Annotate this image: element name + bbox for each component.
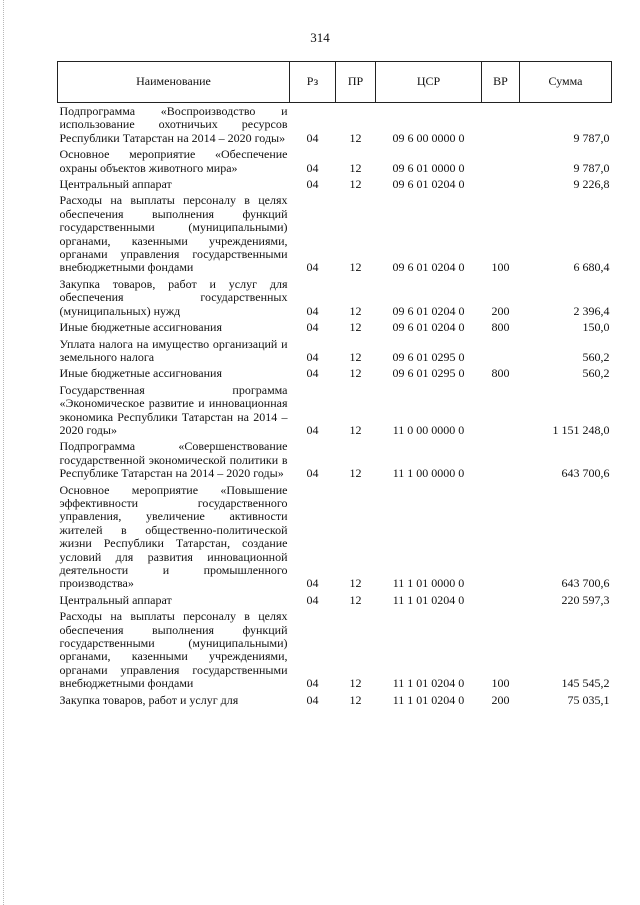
cell-vr: 100: [491, 676, 510, 691]
cell-pr: 12: [349, 260, 362, 275]
cell-pr: 12: [349, 422, 362, 437]
cell-rz: 04: [306, 576, 319, 591]
table-row: [58, 608, 612, 691]
table-row: [58, 319, 612, 335]
cell-vr: [482, 438, 520, 481]
cell-sum: 75 035,1: [567, 692, 610, 707]
cell-sum: 2 396,4: [573, 303, 610, 318]
cell-rz: 04: [306, 466, 319, 481]
table-row: [58, 692, 612, 708]
table-row: [58, 365, 612, 381]
cell-vr: [482, 382, 520, 439]
cell-pr: 12: [349, 130, 362, 145]
cell-pr: 12: [349, 320, 362, 335]
cell-sum: 643 700,6: [561, 466, 610, 481]
cell-name: Центральный аппарат: [59, 177, 172, 192]
cell-vr: 100: [491, 260, 510, 275]
cell-vr: [482, 146, 520, 176]
cell-sum: 9 226,8: [573, 177, 610, 192]
header-csr: ЦСР: [376, 62, 482, 103]
cell-sum: 6 680,4: [573, 260, 610, 275]
cell-csr: 11 1 01 0000 0: [392, 576, 465, 591]
cell-name: Центральный аппарат: [59, 592, 172, 607]
table-row: [58, 592, 612, 608]
cell-name: Основное мероприятие «Обеспечение охраны объектов животного мира»: [59, 147, 288, 175]
table-body: [58, 103, 612, 709]
cell-csr: 11 1 01 0204 0: [392, 592, 465, 607]
cell-name: Расходы на выплаты персоналу в целях обеспечения выполнения функций государственными (муниципальными) органами, казенными учреждениями, органами управления государственными внебюджетными фондами: [59, 193, 288, 275]
table-row: [58, 382, 612, 439]
cell-csr: 09 6 01 0204 0: [392, 260, 465, 275]
cell-rz: 04: [306, 320, 319, 335]
header-rz: Рз: [290, 62, 336, 103]
cell-sum: 9 787,0: [573, 160, 610, 175]
header-pr: ПР: [336, 62, 376, 103]
cell-name: Подпрограмма «Воспроизводство и использование охотничьих ресурсов Республики Татарстан на 2014 – 2020 годы»: [59, 104, 288, 145]
cell-name: Уплата налога на имущество организаций и земельного налога: [59, 336, 288, 364]
cell-vr: [482, 336, 520, 366]
cell-vr: 800: [491, 320, 510, 335]
header-vr: ВР: [482, 62, 520, 103]
cell-sum: 220 597,3: [561, 592, 610, 607]
cell-name: Закупка товаров, работ и услуг для обеспечения государственных (муниципальных) нужд: [59, 276, 288, 318]
cell-sum: 560,2: [582, 366, 610, 381]
cell-rz: 04: [306, 422, 319, 437]
table-row: [58, 438, 612, 481]
cell-name: Государственная программа «Экономическое развитие и инновационная экономика Республики Татарстан на 2014 – 2020 годы»: [59, 382, 288, 437]
table-row: [58, 192, 612, 275]
header-sum: Сумма: [520, 62, 612, 103]
cell-name: Закупка товаров, работ и услуг для: [59, 692, 239, 707]
cell-pr: 12: [349, 676, 362, 691]
cell-sum: 9 787,0: [573, 130, 610, 145]
cell-csr: 09 6 01 0295 0: [392, 366, 465, 381]
table-header: [58, 62, 612, 103]
cell-rz: 04: [306, 349, 319, 364]
cell-csr: 11 1 01 0204 0: [392, 692, 465, 707]
table-row: [58, 146, 612, 176]
cell-pr: 12: [349, 576, 362, 591]
cell-sum: 1 151 248,0: [552, 422, 610, 437]
cell-pr: 12: [349, 366, 362, 381]
budget-table: [57, 61, 612, 708]
cell-csr: 09 6 01 0204 0: [392, 320, 465, 335]
cell-pr: 12: [349, 466, 362, 481]
cell-vr: [482, 176, 520, 192]
cell-vr: 200: [491, 303, 510, 318]
cell-rz: 04: [306, 260, 319, 275]
cell-pr: 12: [349, 177, 362, 192]
cell-rz: 04: [306, 692, 319, 707]
cell-rz: 04: [306, 366, 319, 381]
table-row: [58, 276, 612, 319]
cell-rz: 04: [306, 160, 319, 175]
table-row: [58, 103, 612, 147]
table-row: [58, 482, 612, 592]
cell-csr: 11 0 00 0000 0: [392, 422, 465, 437]
cell-rz: 04: [306, 130, 319, 145]
cell-csr: 11 1 00 0000 0: [392, 466, 465, 481]
cell-csr: 09 6 01 0204 0: [392, 177, 465, 192]
cell-vr: [482, 103, 520, 147]
cell-sum: 150,0: [582, 320, 610, 335]
cell-sum: 560,2: [582, 349, 610, 364]
cell-pr: 12: [349, 592, 362, 607]
cell-sum: 643 700,6: [561, 576, 610, 591]
cell-pr: 12: [349, 692, 362, 707]
cell-name: Подпрограмма «Совершенствование государственной экономической политики в Республике Татарстан на 2014 – 2020 годы»: [59, 439, 288, 481]
cell-rz: 04: [306, 676, 319, 691]
cell-name: Иные бюджетные ассигнования: [59, 366, 222, 381]
cell-csr: 09 6 00 0000 0: [392, 130, 465, 145]
cell-rz: 04: [306, 303, 319, 318]
cell-vr: 800: [491, 366, 510, 381]
scan-edge-line: [3, 0, 5, 905]
table-row: [58, 336, 612, 366]
cell-vr: [482, 592, 520, 608]
cell-csr: 11 1 01 0204 0: [392, 676, 465, 691]
table-row: [58, 176, 612, 192]
cell-name: Расходы на выплаты персоналу в целях обеспечения выполнения функций государственными (муниципальными) органами, казенными учреждениями, органами управления государственными внебюджетными фондами: [59, 609, 288, 691]
cell-pr: 12: [349, 303, 362, 318]
cell-vr: 200: [491, 692, 510, 707]
cell-sum: 145 545,2: [561, 676, 610, 691]
cell-pr: 12: [349, 349, 362, 364]
cell-csr: 09 6 01 0000 0: [392, 160, 465, 175]
cell-csr: 09 6 01 0204 0: [392, 303, 465, 318]
cell-csr: 09 6 01 0295 0: [392, 349, 465, 364]
header-name: Наименование: [58, 62, 290, 103]
cell-name: Иные бюджетные ассигнования: [59, 320, 222, 335]
cell-rz: 04: [306, 592, 319, 607]
cell-vr: [482, 482, 520, 592]
cell-pr: 12: [349, 160, 362, 175]
page-number: 314: [310, 30, 330, 45]
cell-name: Основное мероприятие «Повышение эффективности государственного управления, увеличение активности жителей в общественно-политической жизни Республики Татарстан, создание условий для развития инновационной деятельности и промышленного производства»: [59, 482, 288, 591]
cell-rz: 04: [306, 177, 319, 192]
